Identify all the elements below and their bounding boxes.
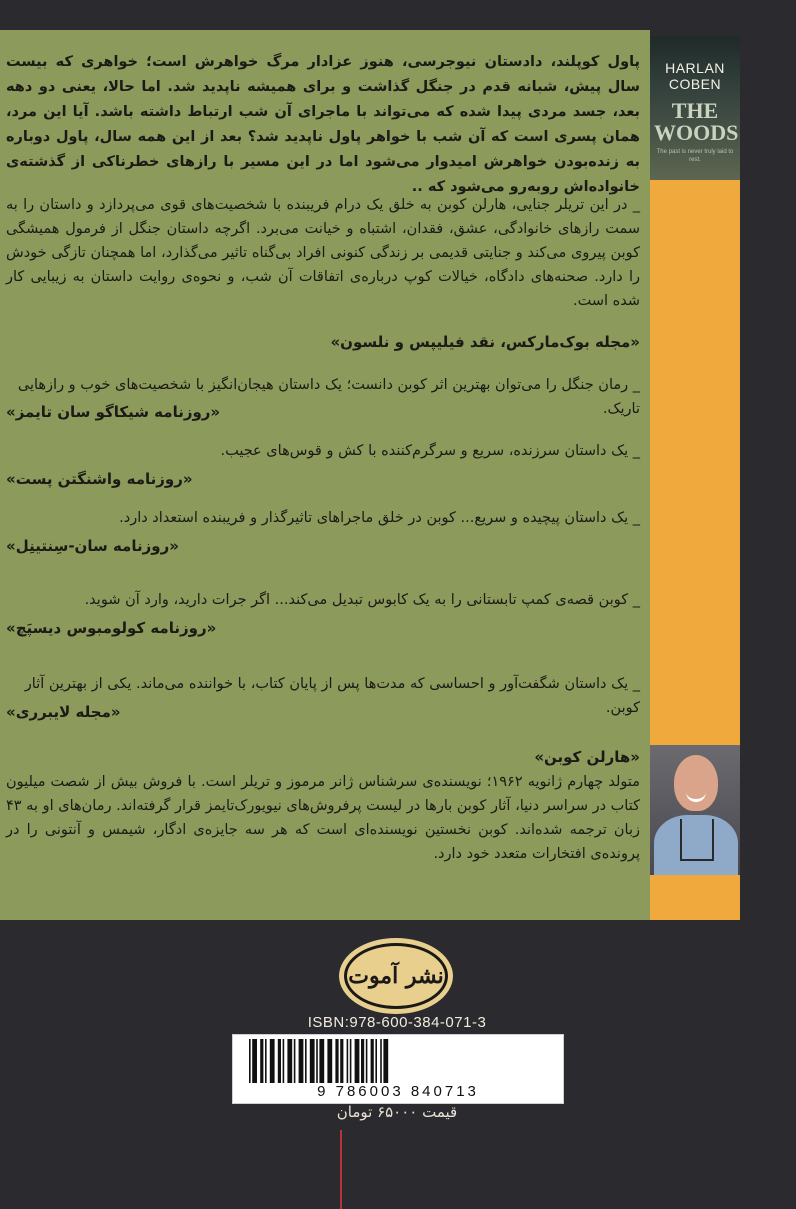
divider-line: [340, 1130, 342, 1209]
barcode-bar: [278, 1039, 281, 1083]
review-text: _ در این تریلر جنایی، هارلن کوبن به خلق یک درام فریبنده با شخصیت‌های قوی می‌پردازد و داستان را به سمت رازهای خانوادگی، عشق، فقدان، اشتباه و خیانت می‌برد. اگرچه داستان جنگل از فرمول همیشگی کوبن پیروی می‌کند و جنایتی قدیمی بر زندگی کنونی افراد بی‌گناه تاثیر می‌گذارد، اما همچنان تازگی خودش را دارد. صحنه‌های دادگاه، خیالات کوپ درباره‌ی اتفاقات آن شب، و نحوه‌ی روایت داستان به زیبایی کار شده است.: [6, 197, 640, 309]
front-cover-thumbnail: [650, 36, 740, 180]
book-blurb: پاول کوپلند، دادستان نیوجرسی، هنوز عزادار مرگ خواهرش است؛ خواهری که بیست سال پیش، شبانه قدم در جنگل گذاشت و برای همیشه ناپدید شد. اما حالا، یعنی دو دهه بعد، جسد مردی پیدا شده که می‌تواند با ماجرای آن شب ارتباط داشته باشد. آیا این مرد، همان پسری است که آن شب با خواهر پاول ناپدید شد؟ بعد از این همه سال، پاول دوباره به زنده‌بودن خواهرش امیدوار می‌شود اما در این مسیر با رازهای خطرناکی از گذشته‌ی خانواده‌اش روبه‌رو می‌شود که ..: [6, 54, 640, 195]
barcode-bar: [294, 1039, 296, 1083]
review-text: _ یک داستان شگفت‌آور و احساسی که مدت‌ها پس از پایان کتاب، با خواننده می‌ماند. یکی از بهترین آثار کوبن.: [24, 676, 640, 716]
barcode-bar: [366, 1039, 368, 1083]
barcode-digits: 9 786003 840713: [317, 1083, 479, 1100]
review-source: «روزنامه سان-سِنتینِل»: [6, 537, 179, 555]
barcode-bar: [316, 1039, 318, 1083]
barcode-bar: [283, 1039, 285, 1083]
author-bio-title: «هارلن کوبن»: [534, 748, 640, 766]
barcode-bar: [249, 1039, 251, 1083]
review-source: «مجله لایبرری»: [6, 703, 121, 721]
publisher-logo-text: نشر آموت: [348, 963, 444, 989]
barcode-bar: [340, 1039, 343, 1083]
barcode-bar: [265, 1039, 267, 1083]
publisher-logo: [344, 943, 448, 1009]
review-source: «روزنامه کولومبوس دیسپَچ»: [6, 619, 217, 637]
price-label: قیمت ۶۵۰۰۰ تومان: [336, 1103, 458, 1121]
barcode-bar: [260, 1039, 263, 1083]
review-source: «روزنامه شیکاگو سان تایمز»: [6, 403, 221, 421]
barcode: [232, 1034, 564, 1104]
barcode-bar: [350, 1039, 352, 1083]
thumbnail-author: HARLAN COBEN: [665, 60, 725, 92]
thumbnail-tagline: The past is never truly laid to rest.: [656, 149, 734, 163]
review-source: «روزنامه واشنگتن پست»: [6, 470, 193, 488]
barcode-bar: [347, 1039, 349, 1083]
author-bio-text: متولد چهارم ژانویه ۱۹۶۲؛ نویسنده‌ی سرشناس ژانر مرموز و تریلر است. با فروش بیش از شصت میلیون کتاب در سراسر دنیا، آثار کوبن بارها در لیست پرفروش‌های نیویورک‌تایمز قرار گرفته‌اند. رمان‌های او به ۴۳ زبان ترجمه شده‌اند. کوبن نخستین نویسنده‌ای است که هر سه جایزه‌ی ادگار، شیمس و آنتونی را در پرونده‌ی افتخارات متعدد خود دارد.: [5, 774, 640, 862]
barcode-bar: [380, 1039, 382, 1083]
isbn-label: ISBN:978-600-384-071-3: [307, 1014, 487, 1031]
barcode-bar: [383, 1039, 388, 1083]
author-photo: [650, 745, 740, 875]
barcode-bar: [305, 1039, 307, 1083]
barcode-bars: [239, 1039, 557, 1083]
barcode-bar: [310, 1039, 315, 1083]
barcode-bar: [371, 1039, 374, 1083]
barcode-bar: [252, 1039, 257, 1083]
review-text: _ رمان جنگل را می‌توان بهترین اثر کوبن دانست؛ یک داستان هیجان‌انگیز با شخصیت‌های خوب و رازهایی تاریک.: [17, 377, 640, 417]
barcode-bar: [361, 1039, 364, 1083]
barcode-bar: [287, 1039, 292, 1083]
review-text: _ یک داستان سرزنده، سریع و سرگرم‌کننده با کش و قوس‌های عجیب.: [220, 443, 640, 459]
review-text: _ کوبن قصه‌ی کمپ تابستانی را به یک کابوس تبدیل می‌کند... اگر جرات دارید، وارد آن شوید.: [84, 592, 640, 608]
barcode-bar: [355, 1039, 360, 1083]
barcode-bar: [335, 1039, 338, 1083]
review-source: «مجله بوک‌مارکس، نقد فیلیپس و نلسون»: [330, 333, 640, 351]
barcode-bar: [270, 1039, 275, 1083]
barcode-bar: [319, 1039, 324, 1083]
barcode-bar: [327, 1039, 332, 1083]
review-text: _ یک داستان پیچیده و سریع... کوبن در خلق ماجراهای تاثیرگذار و فریبنده استعداد دارد.: [119, 510, 640, 526]
thumbnail-title: THE WOODS: [654, 98, 739, 145]
barcode-bar: [375, 1039, 377, 1083]
barcode-bar: [299, 1039, 304, 1083]
